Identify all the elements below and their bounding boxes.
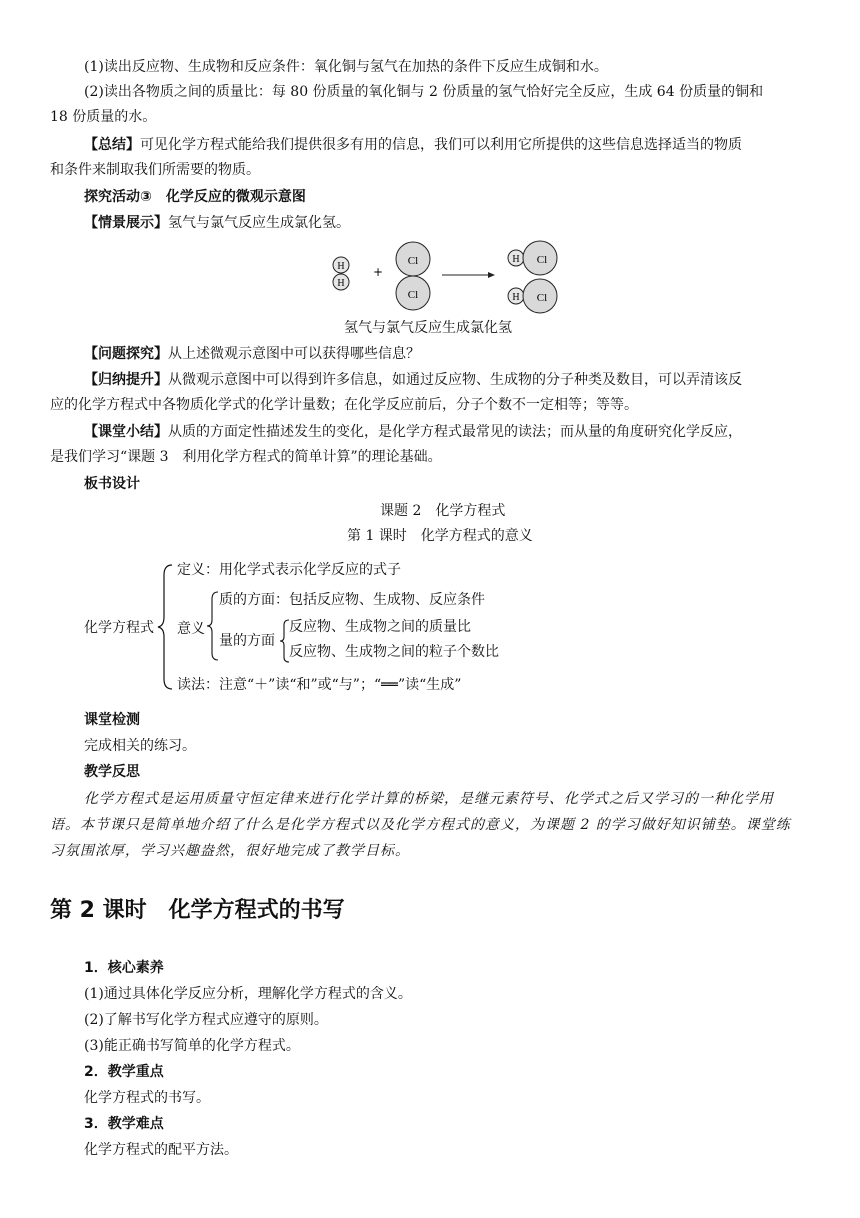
summary-line-1 [84,132,742,158]
core-literacy-item-1: (1)通过具体化学反应分析，理解化学方程式的含义。 [84,986,412,1002]
meaning-brace-icon [206,590,220,662]
reading-point-2: (2)读出各物质之间的质量比：每 80 份质量的氧化铜与 2 份质量的氢气恰好完全反应，生成 64 份质量的铜和 [84,84,764,100]
section-difficulty: 3．教学难点 [84,1116,164,1132]
class-check-text: 完成相关的练习。 [84,738,196,754]
plus-sign: + [372,265,384,279]
class-summary-line-2: 是我们学习“课题 3 利用化学方程式的简单计算”的理论基础。 [50,449,442,465]
cl-atom-label: Cl [407,289,419,301]
hydrogen-molecule [333,257,349,290]
hydrogen-chloride-molecule [508,279,557,313]
hydrogen-chloride-molecule [508,241,557,275]
induction-line-2: 应的化学方程式中各物质化学式的化学计量数；在化学反应前后，分子个数不一定相等；等等。 [50,397,638,413]
board-reading-method: 读法：注意“＋”读“和”或“与”；“══”读“生成” [177,677,462,693]
class-check-heading: 课堂检测 [84,712,140,728]
reflection-line-2: 语。本节课只是简单地介绍了什么是化学方程式以及化学方程式的意义，为课题 2 的学习做好知识铺垫。课堂练 [50,817,791,833]
h-atom-label: H [512,292,520,303]
board-definition: 定义：用化学式表示化学反应的式子 [177,562,401,578]
activity-3-title: 探究活动③ 化学反应的微观示意图 [84,189,306,205]
class-summary-line-1 [84,419,742,445]
board-quantity-mass-ratio: 反应物、生成物之间的质量比 [289,619,471,635]
question-line [84,341,420,367]
induction-text: 从微观示意图中可以得到许多信息，如通过反应物、生成物的分子种类及数目，可以弄清该反 [168,372,742,388]
cl-atom-label: Cl [536,254,548,266]
summary-line-2: 和条件来制取我们所需要的物质。 [50,162,260,178]
h-atom-label: H [512,254,520,265]
big-brace-icon [156,563,176,691]
summary-text: 可见化学方程式能给我们提供很多有用的信息，我们可以利用它所提供的这些信息选择适当的物质 [140,137,742,153]
core-literacy-item-2: (2)了解书写化学方程式应遵守的原则。 [84,1012,328,1028]
question-text: 从上述微观示意图中可以获得哪些信息？ [168,346,420,362]
reflection-line-3: 习氛围浓厚，学习兴趣盎然，很好地完成了教学目标。 [50,843,410,859]
chlorine-molecule [396,242,430,310]
scene-line [84,210,350,236]
reaction-micro-diagram [320,238,580,318]
h-atom-label: H [337,261,345,272]
summary-tag: 【总结】 [84,137,140,153]
section-key-point: 2．教学重点 [84,1064,164,1080]
cl-atom-label: Cl [407,255,419,267]
reading-point-1: (1)读出反应物、生成物和反应条件：氧化铜与氢气在加热的条件下反应生成铜和水。 [84,59,608,75]
diagram-caption: 氢气与氯气反应生成氯化氢 [344,320,512,336]
reaction-arrow [442,272,495,278]
class-summary-text: 从质的方面定性描述发生的变化，是化学方程式最常见的读法；而从量的角度研究化学反应， [168,424,742,440]
core-literacy-item-3: (3)能正确书写简单的化学方程式。 [84,1038,300,1054]
board-quantity-label: 量的方面 [219,633,275,649]
board-title-1: 课题 2 化学方程式 [380,503,506,519]
reflection-line-1: 化学方程式是运用质量守恒定律来进行化学计算的桥梁，是继元素符号、化学式之后又学习的一种化学用 [84,791,774,807]
reading-point-2-cont: 18 份质量的水。 [50,109,157,125]
board-design-heading: 板书设计 [84,476,140,492]
teaching-reflection-heading: 教学反思 [84,764,140,780]
board-root-label: 化学方程式 [84,620,154,636]
scene-tag: 【情景展示】 [84,215,168,231]
board-title-2: 第 1 课时 化学方程式的意义 [347,528,533,544]
induction-tag: 【归纳提升】 [84,372,168,388]
board-quality-aspect: 质的方面：包括反应物、生成物、反应条件 [219,592,485,608]
key-point-text: 化学方程式的书写。 [84,1090,210,1106]
lesson-2-title: 第 2 课时 化学方程式的书写 [50,898,345,923]
board-quantity-particle-ratio: 反应物、生成物之间的粒子个数比 [289,644,499,660]
scene-text: 氢气与氯气反应生成氯化氢。 [168,215,350,231]
cl-atom-label: Cl [536,292,548,304]
question-tag: 【问题探究】 [84,346,168,362]
section-core-literacy: 1．核心素养 [84,960,164,976]
induction-line-1 [84,367,742,393]
board-meaning-label: 意义 [177,621,205,637]
difficulty-text: 化学方程式的配平方法。 [84,1142,238,1158]
h-atom-label: H [337,278,345,289]
class-summary-tag: 【课堂小结】 [84,424,168,440]
